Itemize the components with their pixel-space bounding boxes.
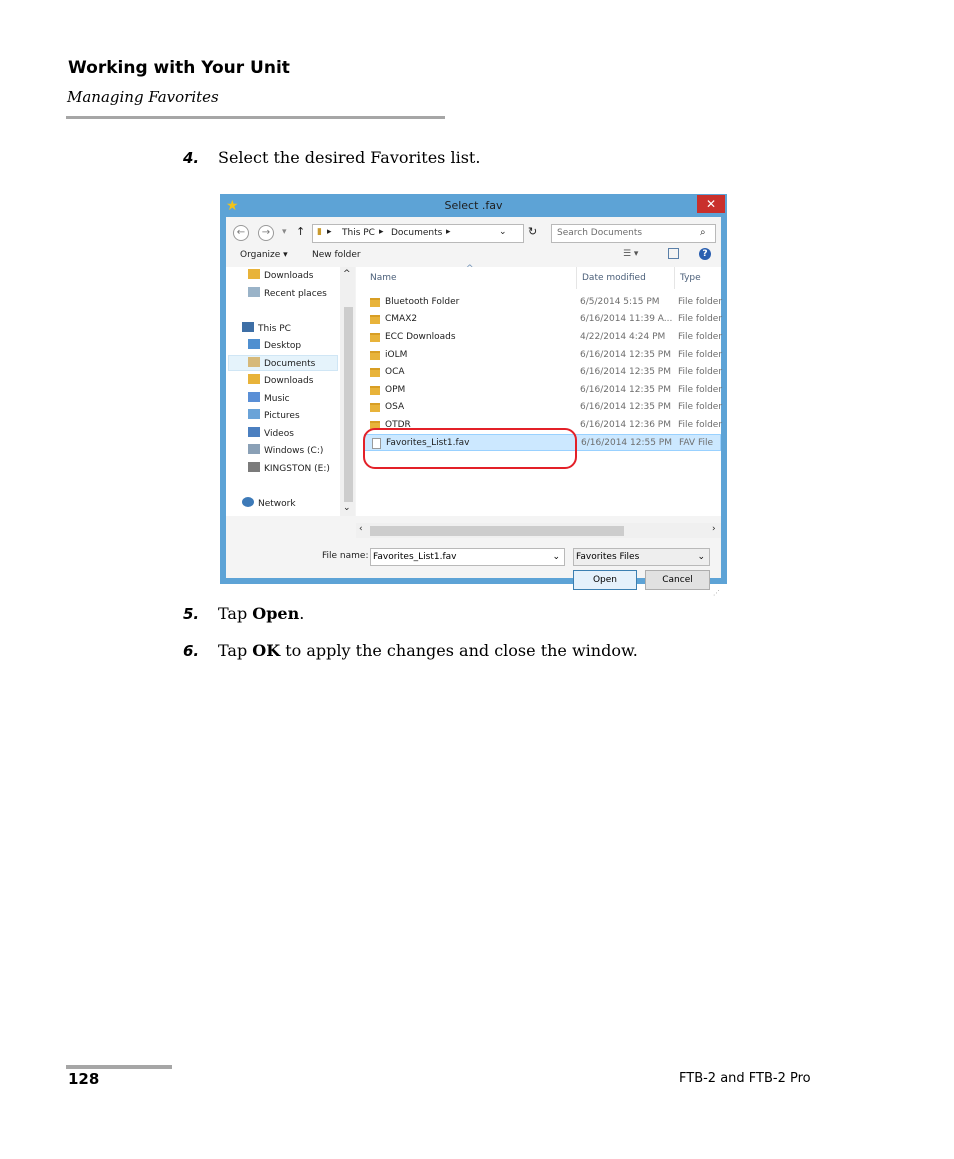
column-divider: [576, 267, 577, 289]
favorites-star-icon: ★: [226, 198, 239, 214]
nav-item-desktop[interactable]: Desktop: [248, 338, 301, 354]
address-dropdown-icon[interactable]: ⌄: [499, 227, 507, 237]
preview-pane-icon[interactable]: [668, 248, 679, 259]
breadcrumb-this-pc[interactable]: This PC: [342, 228, 375, 238]
horizontal-scroll-thumb[interactable]: [370, 526, 624, 536]
dialog-title: Select .fav: [444, 199, 503, 212]
file-row-iolm[interactable]: iOLM 6/16/2014 12:35 PM File folder: [364, 347, 721, 364]
header-rule: [66, 116, 445, 119]
nav-item-downloads[interactable]: Downloads: [248, 373, 313, 389]
search-input[interactable]: [551, 224, 716, 243]
step-6: 6. Tap OK to apply the changes and close the window.: [183, 641, 638, 660]
file-row-ecc-downloads[interactable]: ECC Downloads 4/22/2014 4:24 PM File folder: [364, 329, 721, 346]
usb-drive-icon: [248, 462, 260, 472]
address-bar[interactable]: [312, 224, 524, 243]
nav-item-music[interactable]: Music: [248, 391, 290, 407]
file-row-oca[interactable]: OCA 6/16/2014 12:35 PM File folder: [364, 364, 721, 381]
downloads-folder-icon: [248, 374, 260, 384]
product-name: FTB-2 and FTB-2 Pro: [679, 1071, 811, 1086]
step-number: 5.: [183, 605, 200, 623]
search-placeholder: Search Documents: [557, 228, 643, 238]
nav-scroll-thumb[interactable]: [344, 307, 353, 502]
file-type-dropdown-icon[interactable]: ⌄: [697, 552, 705, 562]
column-divider: [674, 267, 675, 289]
file-row-bluetooth-folder[interactable]: Bluetooth Folder 6/5/2014 5:15 PM File folder: [364, 294, 721, 311]
step-number: 4.: [183, 149, 200, 167]
path-sep-icon: ▸: [379, 227, 384, 237]
file-list: [356, 264, 723, 516]
section-title: Working with Your Unit: [68, 58, 290, 78]
view-options-icon[interactable]: ☰ ▾: [623, 249, 639, 259]
page-number: 128: [68, 1070, 100, 1088]
step-4: [183, 148, 480, 167]
file-name-label: File name:: [322, 551, 369, 561]
file-row-favorites-list1[interactable]: Favorites_List1.fav 6/16/2014 12:55 PM FAV File: [364, 434, 721, 451]
scroll-right-icon[interactable]: ›: [712, 524, 716, 534]
music-icon: [248, 392, 260, 402]
path-sep-icon: ▸: [446, 227, 451, 237]
desktop-icon: [248, 339, 260, 349]
close-button[interactable]: ✕: [697, 195, 725, 213]
scroll-up-icon[interactable]: ^: [343, 269, 351, 279]
resize-grip-icon[interactable]: ⋰: [713, 589, 720, 597]
navigation-pane: [226, 267, 340, 516]
pictures-icon: [248, 409, 260, 419]
folder-icon: [370, 333, 380, 342]
open-button[interactable]: Open: [573, 570, 637, 590]
dialog-body: [226, 217, 723, 597]
refresh-icon[interactable]: ↻: [528, 225, 538, 238]
nav-item-downloads-quick[interactable]: Downloads: [248, 268, 313, 284]
sort-ascending-icon: ^: [466, 264, 474, 274]
section-subtitle: Managing Favorites: [67, 88, 219, 106]
selection-highlight-circle: [363, 428, 577, 469]
recent-places-icon: [248, 287, 260, 297]
footer-rule: [66, 1065, 172, 1069]
help-icon[interactable]: ?: [699, 248, 711, 260]
open-emphasis: Open: [252, 604, 300, 623]
column-header-type[interactable]: Type: [680, 273, 701, 283]
downloads-folder-icon: [248, 269, 260, 279]
back-icon[interactable]: ←: [233, 225, 249, 241]
folder-icon: [370, 403, 380, 412]
nav-item-videos[interactable]: Videos: [248, 426, 294, 442]
search-icon: ⌕: [700, 227, 706, 238]
computer-icon: [242, 322, 254, 332]
new-folder-button[interactable]: New folder: [312, 250, 361, 260]
up-arrow-icon[interactable]: ↑: [296, 225, 306, 238]
column-header-name[interactable]: Name: [370, 273, 397, 283]
nav-item-network[interactable]: Network: [242, 496, 296, 512]
drive-icon: [248, 444, 260, 454]
scroll-down-icon[interactable]: ⌄: [343, 503, 351, 513]
file-name-input[interactable]: Favorites_List1.fav ⌄: [370, 548, 565, 566]
nav-item-documents[interactable]: Documents: [228, 355, 338, 371]
cancel-button[interactable]: Cancel: [645, 570, 710, 590]
file-row-cmax2[interactable]: CMAX2 6/16/2014 11:39 A... File folder: [364, 311, 721, 328]
nav-item-pictures[interactable]: Pictures: [248, 408, 300, 424]
file-row-otdr[interactable]: OTDR 6/16/2014 12:36 PM File folder: [364, 417, 721, 434]
folder-path-icon: ▮: [317, 227, 322, 237]
ok-emphasis: OK: [252, 641, 281, 660]
breadcrumb-documents[interactable]: Documents: [391, 228, 443, 238]
file-type-select[interactable]: Favorites Files ⌄: [573, 548, 710, 566]
forward-icon[interactable]: →: [258, 225, 274, 241]
file-row-opm[interactable]: OPM 6/16/2014 12:35 PM File folder: [364, 382, 721, 399]
path-sep-icon: ▸: [327, 227, 332, 237]
recent-dropdown-icon[interactable]: ▾: [282, 227, 287, 237]
folder-icon: [370, 298, 380, 307]
nav-item-windows-c[interactable]: Windows (C:): [248, 443, 323, 459]
organize-button[interactable]: Organize ▾: [240, 250, 288, 260]
step-number: 6.: [183, 642, 200, 660]
folder-icon: [370, 368, 380, 377]
step-text: Select the desired Favorites list.: [218, 148, 481, 167]
file-row-osa[interactable]: OSA 6/16/2014 12:35 PM File folder: [364, 399, 721, 416]
folder-icon: [370, 315, 380, 324]
network-icon: [242, 497, 254, 507]
nav-item-recent-places[interactable]: Recent places: [248, 286, 327, 302]
nav-item-this-pc[interactable]: This PC: [242, 321, 291, 337]
nav-item-kingston-e[interactable]: KINGSTON (E:): [248, 461, 330, 477]
folder-icon: [370, 351, 380, 360]
file-dialog: [220, 194, 727, 597]
videos-icon: [248, 427, 260, 437]
column-header-date[interactable]: Date modified: [582, 273, 646, 283]
file-name-dropdown-icon[interactable]: ⌄: [552, 552, 560, 562]
folder-icon: [370, 386, 380, 395]
documents-icon: [248, 357, 260, 367]
step-5: 5. Tap Open.: [183, 604, 305, 623]
scroll-left-icon[interactable]: ‹: [359, 524, 363, 534]
